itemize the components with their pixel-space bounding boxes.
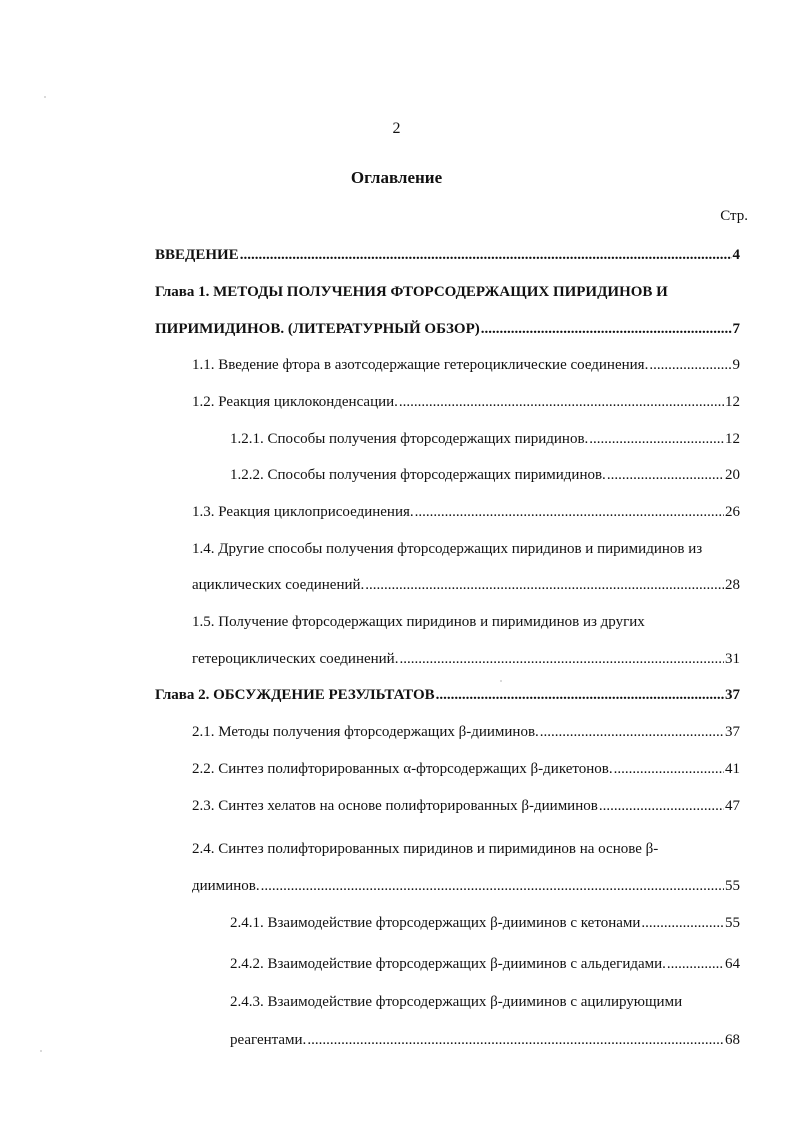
toc-entry-2-1 xyxy=(192,723,740,741)
toc-entry-page: 20 xyxy=(725,467,740,483)
page-column-label: Стр. xyxy=(720,208,748,224)
toc-entry-1-5-line-1: 1.5. Получение фторсодержащих пиридинов и пиримидинов из других xyxy=(192,614,645,630)
dot-leader xyxy=(399,393,724,411)
toc-entry-page: 55 xyxy=(725,915,740,931)
toc-entry-page: 64 xyxy=(725,956,740,972)
dot-leader xyxy=(415,503,724,521)
toc-entry-1-1 xyxy=(192,356,740,374)
dot-leader xyxy=(607,466,724,484)
toc-entry-text: дииминов. xyxy=(192,878,260,894)
toc-entry-2-4 xyxy=(192,877,740,895)
toc-entry-text: 1.2.1. Способы получения фторсодержащих пиридинов. xyxy=(230,431,589,447)
toc-entry-page: 12 xyxy=(725,394,740,410)
dot-leader xyxy=(599,797,724,815)
page-title: Оглавление xyxy=(350,168,443,187)
toc-entry-page: 12 xyxy=(725,431,740,447)
toc-entry-chapter-1 xyxy=(155,320,740,338)
dot-leader xyxy=(641,914,724,932)
dot-leader xyxy=(540,723,724,741)
toc-entry-text: ПИРИМИДИНОВ. (ЛИТЕРАТУРНЫЙ ОБЗОР) xyxy=(155,321,480,337)
toc-entry-2-4-line-1: 2.4. Синтез полифторированных пиридинов и пиримидинов на основе β- xyxy=(192,841,659,857)
toc-entry-text: 1.1. Введение фтора в азотсодержащие гетероциклические соединения. xyxy=(192,357,649,373)
toc-entry-text: 2.2. Синтез полифторированных α-фторсодержащих β-дикетонов. xyxy=(192,761,613,777)
dot-leader xyxy=(614,760,724,778)
toc-entry-2-3 xyxy=(192,797,740,815)
toc-entry-chapter-1-line-1: Глава 1. МЕТОДЫ ПОЛУЧЕНИЯ ФТОРСОДЕРЖАЩИХ ПИРИДИНОВ И xyxy=(155,284,668,300)
toc-entry-1-2-1 xyxy=(230,430,740,448)
toc-entry-text: ациклических соединений. xyxy=(192,577,365,593)
toc-entry-1-3 xyxy=(192,503,740,521)
toc-entry-text: Глава 2. ОБСУЖДЕНИЕ РЕЗУЛЬТАТОВ xyxy=(155,687,435,703)
dot-leader xyxy=(399,650,724,668)
toc-entry-text: 1.2. Реакция циклоконденсации. xyxy=(192,394,398,410)
toc-entry-page: 9 xyxy=(732,357,740,373)
toc-entry-1-2-2 xyxy=(230,466,740,484)
scan-speck xyxy=(44,96,46,98)
toc-entry-text: 2.4.1. Взаимодействие фторсодержащих β-дииминов с кетонами xyxy=(230,915,641,931)
toc-entry-page: 37 xyxy=(725,724,740,740)
toc-entry-2-4-3-line-1: 2.4.3. Взаимодействие фторсодержащих β-дииминов с ацилирующими xyxy=(230,994,683,1010)
dot-leader xyxy=(307,1031,724,1049)
toc-entry-1-4-line-1: 1.4. Другие способы получения фторсодержащих пиридинов и пиримидинов из xyxy=(192,541,703,557)
toc-entry-text: реагентами. xyxy=(230,1032,307,1048)
toc-entry-text: 2.3. Синтез хелатов на основе полифторированных β-дииминов xyxy=(192,798,598,814)
toc-entry-text: 1.3. Реакция циклоприсоединения. xyxy=(192,504,414,520)
toc-entry-text: 2.4.2. Взаимодействие фторсодержащих β-дииминов с альдегидами. xyxy=(230,956,666,972)
toc-entry-page: 7 xyxy=(732,321,740,337)
toc-entry-2-4-3 xyxy=(230,1031,740,1049)
toc-entry-text: 1.2.2. Способы получения фторсодержащих пиримидинов. xyxy=(230,467,606,483)
toc-entry-1-4 xyxy=(192,576,740,594)
page-number: 2 xyxy=(392,120,401,137)
toc-entry-text: 2.1. Методы получения фторсодержащих β-дииминов. xyxy=(192,724,539,740)
toc-entry-page: 41 xyxy=(725,761,740,777)
dot-leader xyxy=(365,576,724,594)
scan-speck xyxy=(40,1050,42,1052)
toc-entry-1-5 xyxy=(192,650,740,668)
toc-entry-introduction xyxy=(155,246,740,264)
toc-entry-2-4-2 xyxy=(230,955,740,973)
dot-leader xyxy=(589,430,724,448)
toc-entry-page: 28 xyxy=(725,577,740,593)
dot-leader xyxy=(240,246,732,264)
toc-entry-page: 55 xyxy=(725,878,740,894)
toc-entry-page: 37 xyxy=(725,687,740,703)
toc-entry-page: 47 xyxy=(725,798,740,814)
toc-entry-page: 31 xyxy=(725,651,740,667)
toc-entry-page: 4 xyxy=(732,247,740,263)
toc-entry-2-2 xyxy=(192,760,740,778)
toc-entry-page: 26 xyxy=(725,504,740,520)
dot-leader xyxy=(261,877,724,895)
toc-entry-page: 68 xyxy=(725,1032,740,1048)
scan-speck xyxy=(500,680,502,682)
dot-leader xyxy=(481,320,732,338)
toc-entry-text: ВВЕДЕНИЕ xyxy=(155,247,239,263)
toc-entry-chapter-2 xyxy=(155,686,740,704)
dot-leader xyxy=(436,686,724,704)
dot-leader xyxy=(667,955,724,973)
toc-entry-1-2 xyxy=(192,393,740,411)
toc-entry-2-4-1 xyxy=(230,914,740,932)
toc-entry-text: гетероциклических соединений. xyxy=(192,651,399,667)
dot-leader xyxy=(649,356,731,374)
